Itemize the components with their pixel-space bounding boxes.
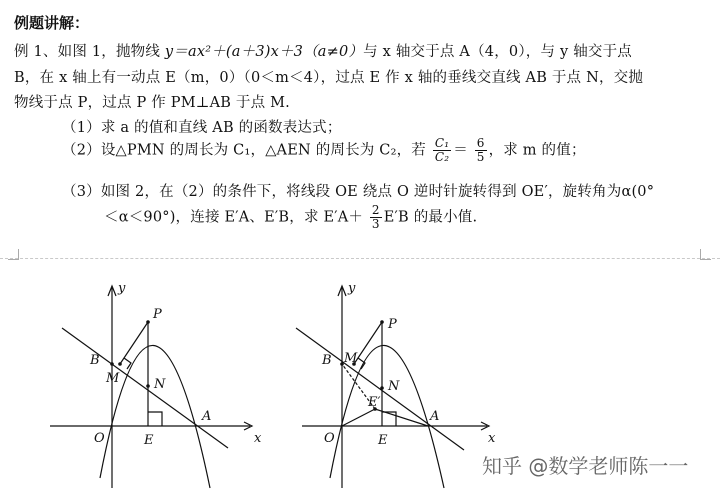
ratio-c1-c2	[433, 137, 451, 164]
fig2-label-x: x	[488, 431, 496, 446]
section-heading: 例题讲解：	[14, 14, 90, 32]
fig2-label-n: N	[388, 379, 400, 394]
question-3-end: E′B 的最小值.	[383, 209, 478, 226]
fig1-label-e: E	[144, 433, 154, 448]
fig2-label-a: A	[430, 409, 440, 424]
right-angle-e	[148, 412, 162, 426]
fig2-label-e-prime: E′	[368, 395, 381, 410]
figure-2	[282, 278, 512, 494]
fig2-label-b: B	[322, 353, 332, 368]
problem-line-2: B，在 x 轴上有一动点 E（m，0）（0＜m＜4），过点 E 作 x 轴的垂线交直线 AB 于点 N，交抛	[14, 70, 644, 86]
ratio-value	[475, 137, 487, 164]
segment-oe-prime	[342, 409, 375, 426]
fig2-label-y: y	[348, 281, 356, 296]
fig2-label-p: P	[388, 317, 397, 332]
question-2	[62, 137, 586, 164]
ratio-denominator: C₂	[434, 150, 450, 164]
two-thirds-fraction	[370, 204, 382, 231]
two-thirds-denominator: 3	[371, 217, 380, 231]
fig2-label-o: O	[324, 431, 335, 446]
figure-1	[40, 278, 270, 494]
question-2-start: （2）设△PMN 的周长为 C₁，△AEN 的周长为 C₂，若	[62, 142, 427, 159]
question-3-line-2	[104, 204, 477, 231]
problem-line-1	[14, 40, 632, 61]
fig1-label-m: M	[106, 371, 120, 386]
right-angle-m	[358, 358, 365, 369]
fig2-label-e: E	[378, 433, 388, 448]
right-angle-m	[124, 358, 131, 369]
question-1: （1）求 a 的值和直线 AB 的函数表达式；	[62, 120, 342, 136]
question-3-line-1: （3）如图 2，在（2）的条件下，将线段 OE 绕点 O 逆时针旋转得到 OE′，旋转角为α(0°	[62, 184, 655, 200]
fig1-label-y: y	[118, 281, 126, 296]
page-break-divider	[0, 258, 720, 259]
fig1-label-n: N	[154, 377, 166, 392]
problem-line-3: 物线于点 P，过点 P 作 PM⊥AB 于点 M.	[14, 95, 290, 111]
segment-pm	[120, 322, 148, 364]
segment-pm	[354, 322, 382, 364]
fig1-label-o: O	[94, 431, 105, 446]
question-2-end: ，求 m 的值；	[488, 142, 586, 159]
question-3-expression: ＜α＜90°)，连接 E′A、E′B，求 E′A＋	[104, 209, 364, 226]
line-ab	[62, 328, 228, 448]
fig1-label-x: x	[254, 431, 262, 446]
fig1-label-b: B	[90, 353, 100, 368]
fig2-label-m: M	[344, 351, 358, 366]
equals-sign: ＝	[453, 142, 468, 159]
parabola-equation: y＝ax²＋(a＋3)x＋3（a≠0）	[164, 44, 364, 60]
ratio-numerator: C₁	[434, 136, 450, 150]
two-thirds-numerator: 2	[371, 203, 380, 217]
zhihu-watermark: 知乎 @数学老师陈一一	[482, 454, 689, 478]
fig1-label-a: A	[202, 409, 212, 424]
parabola-curve	[330, 345, 444, 488]
ratio-value-numerator: 6	[476, 136, 485, 150]
problem-line-1-start: 例 1、如图 1，抛物线	[14, 44, 165, 60]
ratio-value-denominator: 5	[476, 150, 485, 164]
problem-line-1-end: 与 x 轴交于点 A（4，0），与 y 轴交于点	[363, 44, 633, 60]
fig1-label-p: P	[153, 307, 162, 322]
